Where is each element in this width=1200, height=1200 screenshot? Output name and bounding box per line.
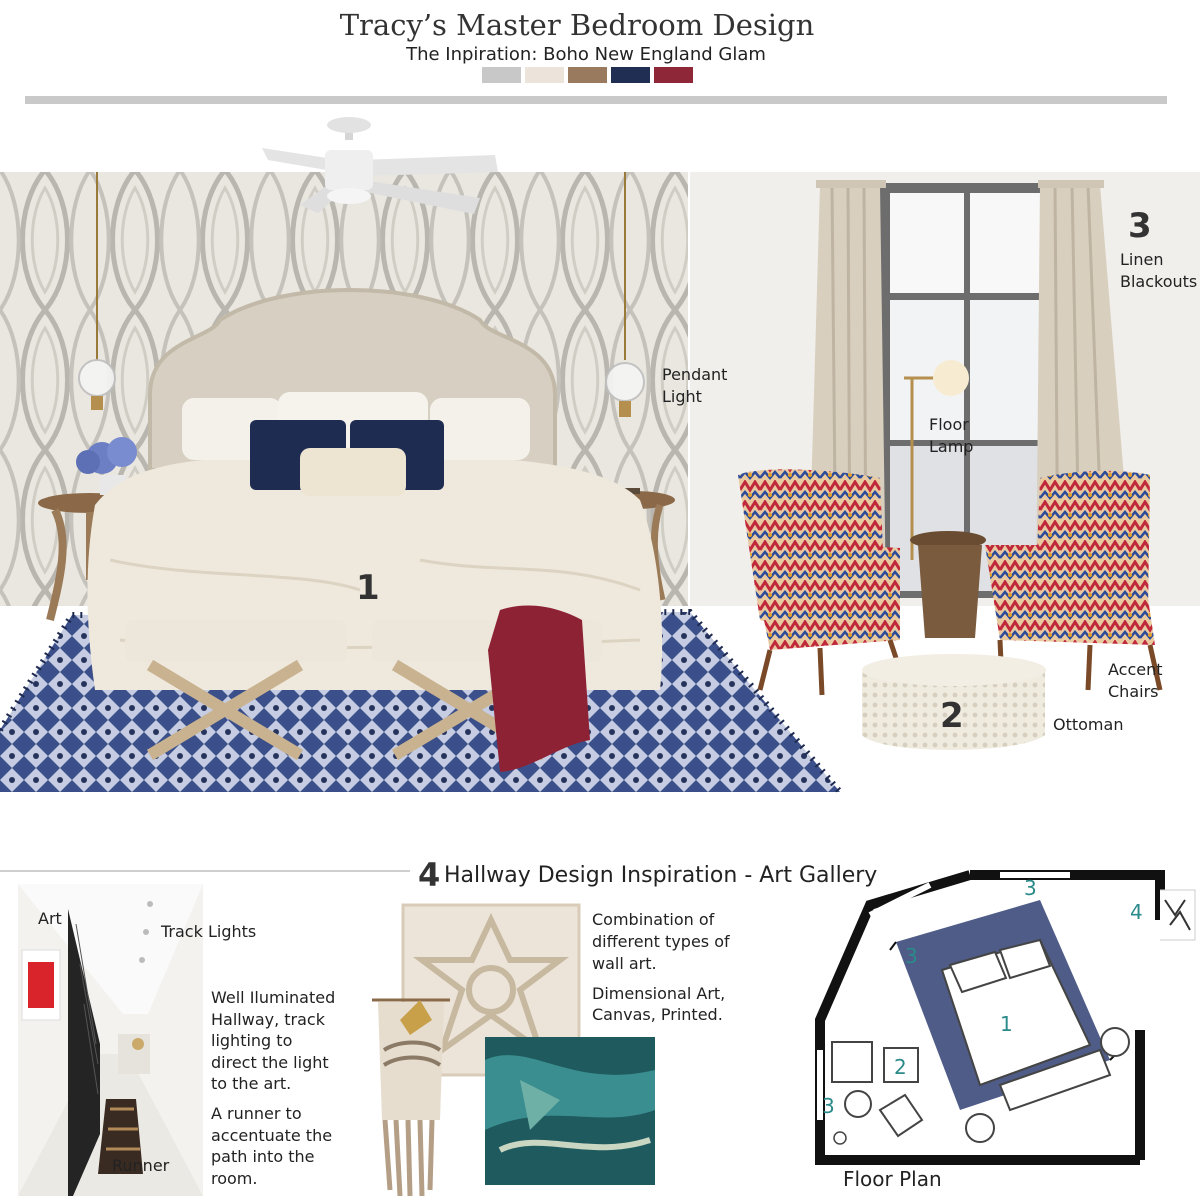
ottoman-number: 2 — [940, 696, 964, 736]
linen-blackouts-label: Linen Blackouts — [1120, 250, 1198, 291]
floor-plan-label: Floor Plan — [843, 1167, 942, 1191]
wall-art-description: Combination of different types of wall art. — [592, 910, 730, 973]
palette-swatch — [525, 67, 564, 83]
palette-swatch — [654, 67, 693, 83]
header-divider — [25, 96, 1167, 104]
floor-plan-bed-number: 1 — [1000, 1012, 1013, 1036]
ottoman-label: Ottoman — [1053, 715, 1124, 734]
palette-swatch — [482, 67, 521, 83]
floor-plan-window-top-number: 3 — [1024, 876, 1037, 900]
curtain-number: 3 — [1128, 206, 1152, 246]
track-lights-label: Track Lights — [161, 922, 257, 941]
art-types-description: Dimensional Art, Canvas, Printed. — [592, 984, 726, 1024]
bed-number: 1 — [356, 568, 380, 608]
hallway-section-number: 4 — [418, 856, 441, 894]
hallway-divider — [0, 870, 410, 872]
floor-plan-window-left-number: 3 — [822, 1094, 835, 1118]
floor-lamp-label: Floor Lamp — [929, 415, 974, 456]
pendant-light-label: Pendant Light — [662, 365, 728, 406]
page-subtitle: The Inpiration: Boho New England Glam — [406, 44, 766, 65]
floor-plan-window-diagonal-number: 3 — [905, 944, 918, 968]
palette-swatch — [611, 67, 650, 83]
runner-label: Runner — [112, 1156, 170, 1175]
hallway-art-label: Art — [38, 909, 62, 928]
color-palette — [482, 67, 693, 83]
bedroom-scene-illustration — [0, 110, 1200, 800]
hallway-section-title: Hallway Design Inspiration - Art Gallery — [444, 863, 878, 888]
hallway-runner-description: A runner to accentuate the path into the room. — [211, 1104, 333, 1188]
page-title: Tracy’s Master Bedroom Design — [339, 8, 815, 42]
accent-chairs-label: Accent Chairs — [1108, 660, 1163, 701]
hallway-lighting-description: Well Iluminated Hallway, track lighting to direct the light to the art. — [211, 988, 336, 1093]
floor-plan-ottoman-number: 2 — [894, 1055, 907, 1079]
floor-plan-hall-number: 4 — [1130, 900, 1143, 924]
palette-swatch — [568, 67, 607, 83]
